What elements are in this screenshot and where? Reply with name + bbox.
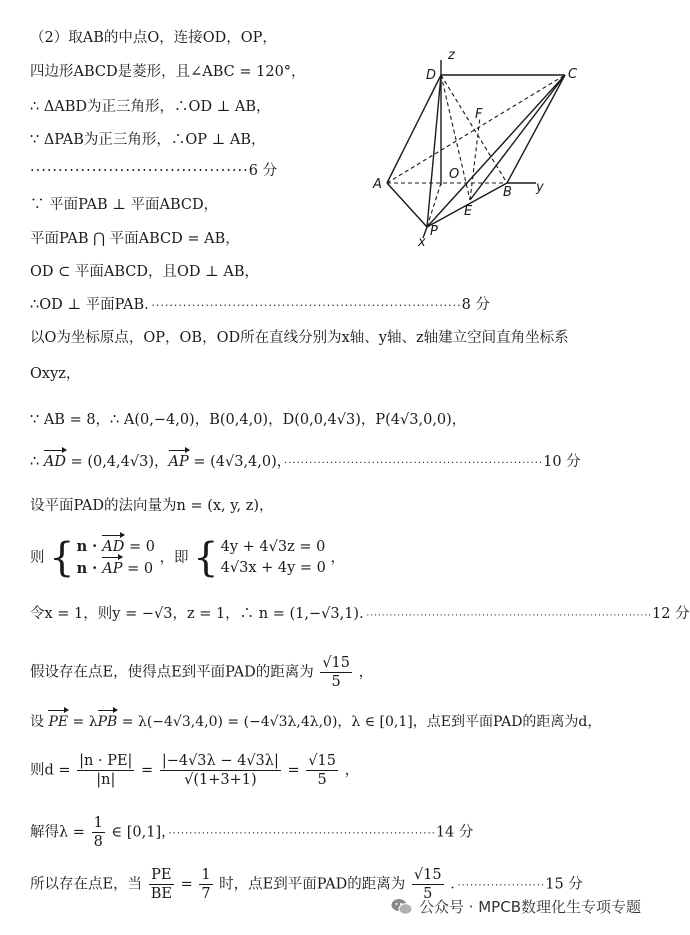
vector-ad: AD — [43, 454, 66, 470]
label-y: y — [536, 180, 544, 195]
text-line — [30, 654, 373, 691]
text-line: 以O为坐标原点，OP，OB，OD所在直线分别为x轴、y轴、z轴建立空间直角坐标系 — [30, 330, 569, 346]
dots: ······························································ — [284, 458, 544, 469]
label-x: x — [418, 235, 426, 250]
fraction: $\frac{1}{7}$ — [201, 867, 211, 902]
text: ∴OD ⊥ 平面PAB． — [30, 297, 152, 313]
brace: { — [193, 535, 219, 581]
fraction: $\frac{PE}{BE}$ — [150, 867, 172, 902]
row: 4y + 4√3z = 0 — [220, 539, 326, 555]
text-line — [30, 295, 490, 316]
text: ∈ [0,1]， — [111, 824, 169, 841]
text: = (0,4,4√3)， — [65, 454, 169, 470]
text: 则d = — [30, 762, 71, 779]
text-line: ∵ AB = 8，∴ A(0,−4,0)，B(0,4,0)，D(0,0,4√3)，P(4√3,0,0)， — [30, 412, 467, 428]
text-line — [30, 752, 359, 789]
vector-pe: PE — [48, 714, 69, 730]
label-b: B — [503, 185, 512, 200]
system-left — [49, 536, 155, 580]
label-o: O — [449, 167, 460, 182]
row: n · AP = 0 — [77, 558, 155, 580]
row: n · AD = 0 — [77, 536, 155, 558]
text-line: ∴ ΔABD为正三角形，∴OD ⊥ AB， — [30, 99, 271, 115]
text-line: 设平面PAD的法向量为n = (x, y, z)， — [30, 498, 274, 514]
vector-ap: AP — [168, 454, 189, 470]
text: = λ — [68, 714, 98, 730]
label-p: P — [430, 224, 438, 239]
text-line: ∵ 平面PAB ⊥ 平面ABCD， — [30, 197, 219, 213]
text: ，即 — [159, 550, 189, 566]
fraction: $\frac{√15}{5}$ — [308, 753, 336, 788]
text-line — [30, 604, 690, 626]
row: 4√3x + 4y = 0 — [220, 560, 326, 576]
fraction: $\frac{√15}{5}$ — [413, 867, 442, 902]
label-f: F — [475, 107, 483, 122]
edge-ce — [470, 75, 565, 200]
edge-cp — [427, 75, 565, 227]
text: = — [287, 762, 300, 779]
text: 设 — [30, 714, 44, 730]
label-z: z — [448, 48, 455, 63]
edge-ef-dashed — [470, 117, 480, 200]
text-line: ∵ ΔPAB为正三角形，∴OP ⊥ AB， — [30, 132, 266, 148]
text-line: Oxyz， — [30, 366, 81, 382]
system-right — [193, 537, 326, 579]
text-line: 平面PAB ⋂ 平面ABCD = AB， — [30, 231, 240, 247]
score: 15 分 — [545, 876, 583, 893]
fraction: $\frac{1}{8}$ — [93, 815, 103, 850]
dots: ·········································································· — [366, 611, 653, 621]
dots: ····································································· — [151, 299, 462, 312]
label-d: D — [426, 68, 437, 83]
text: 令x = 1，则y = −√3，z = 1，∴ n = (1,−√3,1)． — [30, 606, 367, 622]
fraction: $\frac{√15}{5}$ — [322, 655, 351, 690]
equation-system-line — [30, 536, 345, 580]
text: 则 — [30, 550, 45, 566]
label-e: E — [464, 204, 473, 219]
score: 10 分 — [543, 454, 581, 470]
score: 8 分 — [461, 297, 491, 313]
text-line: 四边形ABCD是菱形，且∠ABC = 120°， — [30, 64, 306, 80]
text-line — [30, 452, 581, 474]
label-a: A — [373, 177, 382, 192]
edge-ap — [387, 183, 427, 227]
text: 时，点E到平面PAD的距离为 — [219, 876, 406, 893]
dots: ······································· — [30, 163, 249, 179]
text-line — [30, 712, 601, 732]
text: = λ(−4√3,4,0) = (−4√3λ,4λ,0)，λ ∈ [0,1]，点E到平面PAD的距离为d， — [117, 714, 602, 730]
score: 14 分 — [435, 824, 474, 841]
text: ， — [330, 550, 345, 566]
dots: ································································ — [168, 828, 436, 840]
wechat-icon — [391, 898, 413, 916]
text: ． — [450, 876, 458, 893]
text: ∴ — [30, 454, 40, 470]
text: ， — [358, 664, 374, 681]
score: 12 分 — [652, 606, 690, 622]
brace: { — [49, 535, 75, 581]
text: = — [141, 762, 154, 779]
text: 假设存在点E，使得点E到平面PAD的距离为 — [30, 664, 314, 681]
text: 解得λ = — [30, 824, 85, 841]
text: 所以存在点E，当 — [30, 876, 143, 893]
text: = — [180, 876, 193, 893]
dots: ····················· — [457, 880, 546, 892]
watermark — [391, 896, 641, 917]
label-c: C — [568, 67, 578, 82]
fraction: $\frac{|-4√3\lambda - 4√3\lambda|}{√(1+3+1)}$ — [161, 753, 279, 788]
fraction: $\frac{|n \cdot PE|}{|n|}$ — [79, 753, 133, 788]
score: 6 分 — [248, 163, 278, 179]
text: = (4√3,4,0)， — [188, 454, 285, 470]
watermark-text: 公众号 · MPCB数理化生专项专题 — [418, 898, 641, 916]
geometry-figure — [368, 45, 593, 250]
text-line — [30, 814, 473, 851]
vector-pb: PB — [97, 714, 118, 730]
text-line: OD ⊂ 平面ABCD，且OD ⊥ AB， — [30, 264, 259, 280]
text-line: （2）取AB的中点O，连接OD，OP， — [30, 30, 277, 46]
score-line — [30, 161, 277, 181]
text: ， — [344, 762, 360, 779]
